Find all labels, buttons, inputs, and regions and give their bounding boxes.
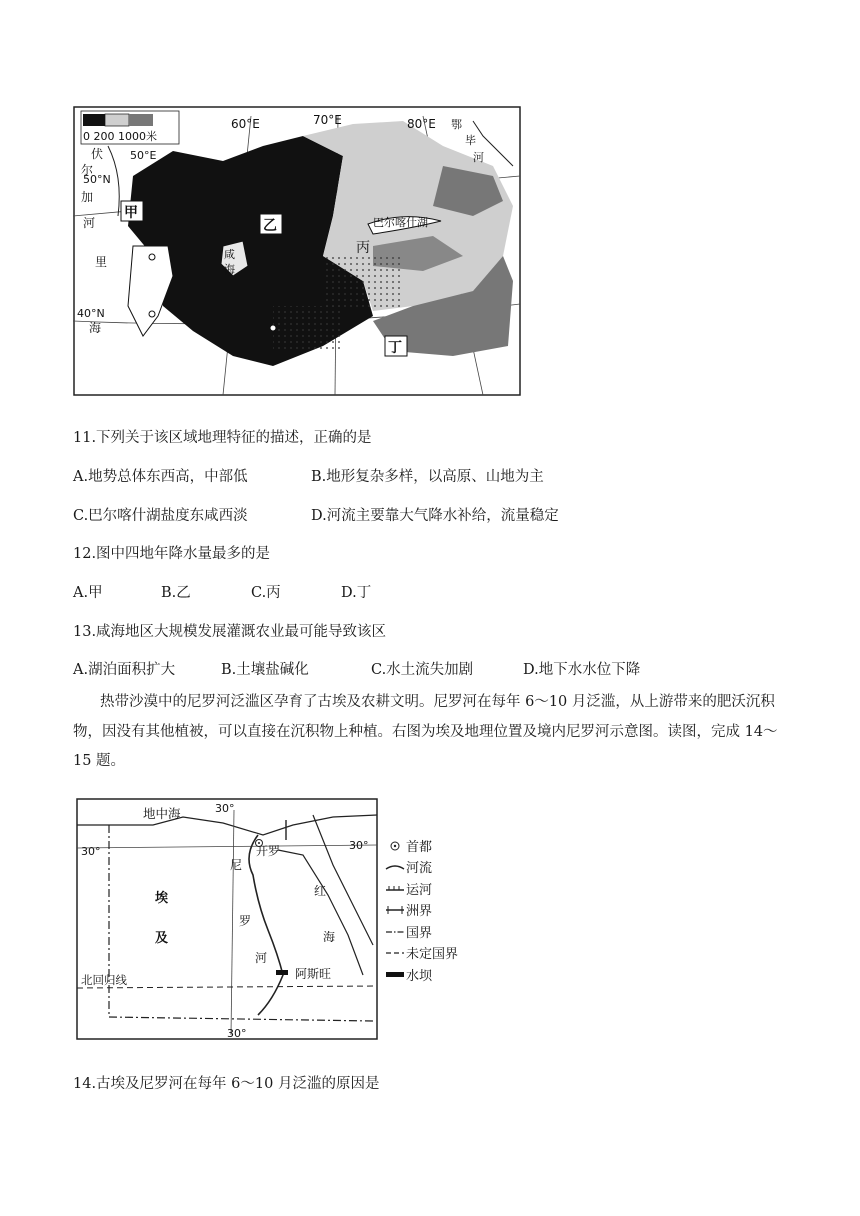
legend-river: 河流 — [406, 861, 433, 876]
egypt-map — [73, 795, 493, 1045]
lat30-left-label: 30° — [81, 845, 101, 858]
question-11-stem: 11.下列关于该区域地理特征的描述，正确的是 — [73, 430, 372, 446]
q13-option-d[interactable]: D.地下水水位下降 — [523, 662, 641, 678]
q13-option-c[interactable]: C.水土流失加剧 — [371, 662, 474, 678]
passage-line-3: 15 题。 — [73, 753, 126, 769]
scale-legend-text: 0 200 1000米 — [83, 130, 157, 143]
aral-char-2: 海 — [224, 263, 235, 276]
legend-undefined-border: 未定国界 — [406, 947, 459, 962]
legend-national-border: 国界 — [406, 926, 433, 941]
question-12-stem: 12.图中四地年降水量最多的是 — [73, 546, 271, 562]
lon30-top-label: 30° — [215, 802, 235, 815]
nile-char-1: 尼 — [230, 858, 243, 872]
legend-capital: 首都 — [406, 840, 433, 855]
central-asia-map — [73, 106, 521, 396]
q12-option-c[interactable]: C.丙 — [251, 585, 281, 601]
region-ding-label: 丁 — [388, 340, 402, 356]
q11-option-b[interactable]: B.地形复杂多样，以高原、山地为主 — [311, 469, 544, 485]
caspian-char-1: 里 — [95, 255, 108, 269]
q11-option-d[interactable]: D.河流主要靠大气降水补给，流量稳定 — [311, 508, 559, 524]
lon-80-label: 80°E — [407, 117, 436, 131]
nile-char-2: 罗 — [239, 914, 252, 928]
region-yi-label: 乙 — [263, 218, 277, 234]
question-13-stem: 13.咸海地区大规模发展灌溉农业最可能导致该区 — [73, 624, 387, 640]
tropic-label: 北回归线 — [81, 973, 127, 987]
lon-70-label: 70°E — [313, 113, 342, 127]
lat-50-label: 50°N — [83, 173, 111, 186]
legend-canal: 运河 — [406, 883, 433, 898]
lat-40-label: 40°N — [77, 307, 105, 320]
volga-char-4: 河 — [83, 216, 96, 230]
nile-char-3: 河 — [255, 951, 268, 965]
redsea-char-2: 海 — [323, 930, 336, 944]
ob-char-1: 鄂 — [451, 118, 462, 131]
passage-line-2: 物，因没有其他植被，可以直接在沉积物上种植。右图为埃及地理位置及境内尼罗河示意图。读图，完成 14～ — [73, 724, 778, 740]
q12-option-d[interactable]: D.丁 — [341, 585, 372, 601]
lon30-bottom-label: 30° — [227, 1027, 247, 1040]
ob-char-3: 河 — [473, 151, 484, 164]
volga-char-2: 尔 — [81, 163, 94, 177]
egypt-map-legend — [386, 839, 458, 984]
lat30-right-label: 30° — [349, 839, 369, 852]
q11-option-c[interactable]: C.巴尔喀什湖盐度东咸西淡 — [73, 508, 248, 524]
mediterranean-label: 地中海 — [143, 806, 181, 821]
lon-60-label: 60°E — [231, 117, 260, 131]
legend-continent-border: 洲界 — [406, 904, 433, 919]
q13-option-a[interactable]: A.湖泊面积扩大 — [73, 662, 176, 678]
aswan-label: 阿斯旺 — [295, 967, 332, 981]
cairo-label: 开罗 — [256, 844, 281, 858]
caspian-char-2: 海 — [89, 321, 102, 335]
lon-50-label: 50°E — [130, 149, 157, 162]
q12-option-b[interactable]: B.乙 — [161, 585, 191, 601]
q12-option-a[interactable]: A.甲 — [73, 585, 103, 601]
aral-char-1: 咸 — [224, 248, 235, 261]
ob-char-2: 毕 — [465, 134, 476, 147]
question-14-stem: 14.古埃及尼罗河在每年 6～10 月泛滥的原因是 — [73, 1076, 380, 1092]
volga-char-3: 加 — [81, 190, 94, 204]
q11-option-a[interactable]: A.地势总体东西高，中部低 — [73, 469, 248, 485]
egypt-char-2: 及 — [155, 931, 169, 946]
q13-option-b[interactable]: B.土壤盐碱化 — [221, 662, 309, 678]
legend-dam: 水坝 — [406, 969, 433, 984]
volga-char-1: 伏 — [91, 147, 104, 161]
redsea-char-1: 红 — [314, 884, 327, 898]
region-bing-label: 丙 — [356, 240, 370, 256]
egypt-char-1: 埃 — [155, 891, 169, 906]
passage-line-1: 热带沙漠中的尼罗河泛滥区孕育了古埃及农耕文明。尼罗河在每年 6～10 月泛滥，从上游带来的肥沃沉积 — [100, 694, 775, 710]
balkhash-label: 巴尔喀什湖 — [373, 216, 428, 229]
region-jia-label: 甲 — [124, 205, 138, 221]
